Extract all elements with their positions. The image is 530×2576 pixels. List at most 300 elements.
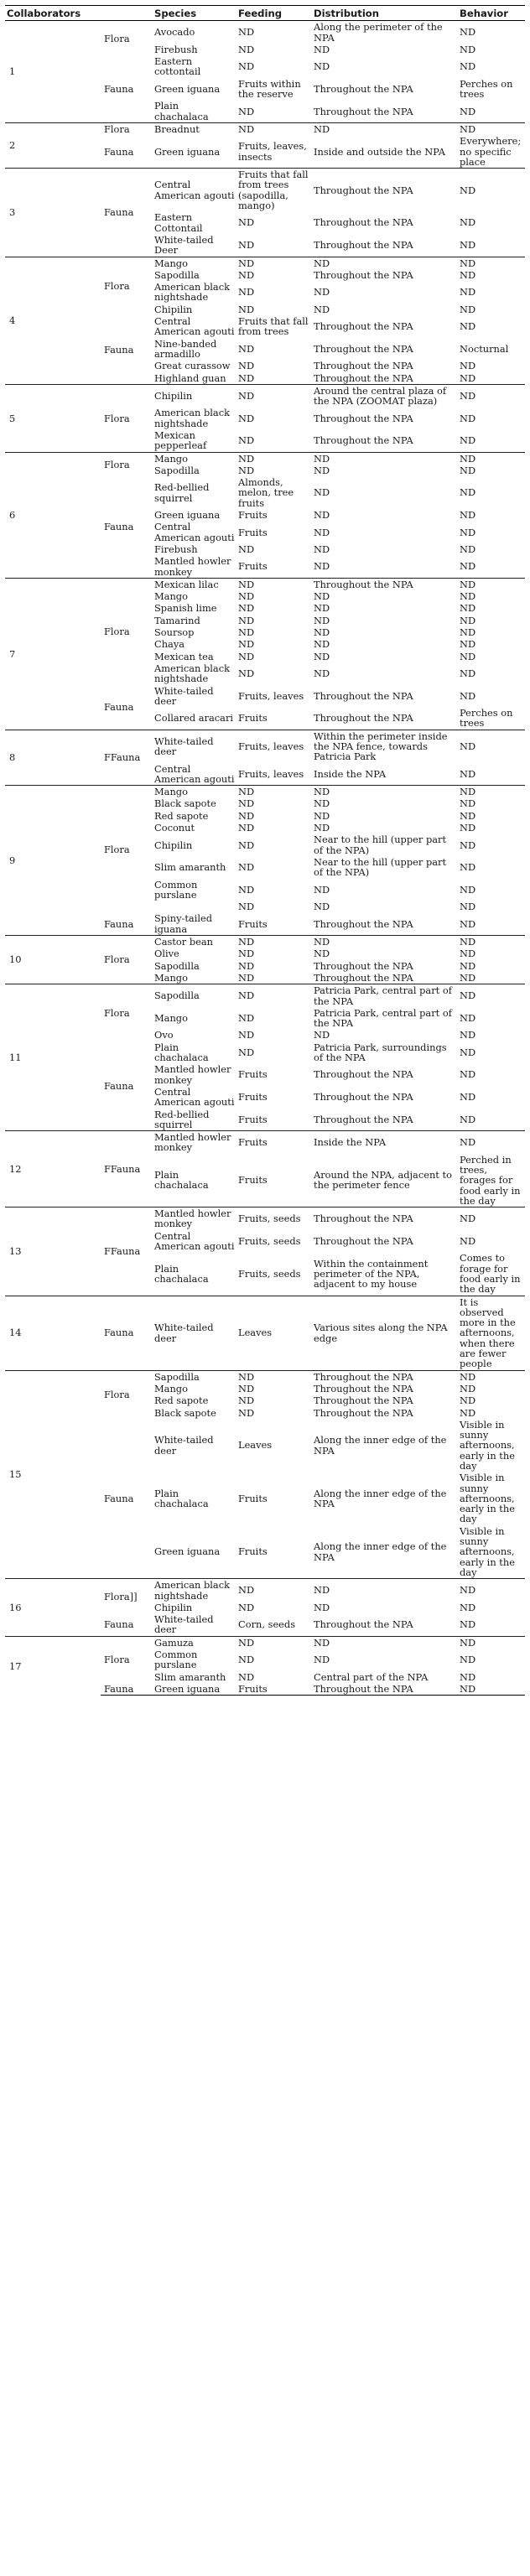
behavior-cell: ND [460,268,476,281]
distribution-cell: Central part of the NPA [314,1670,429,1683]
behavior-cell: ND [460,286,476,299]
distribution-cell: Throughout the NPA [314,82,413,95]
distribution-cell: Various sites along the NPA edge [312,1296,458,1370]
kingdom-label: Flora [101,984,153,1041]
distribution-cell: ND [312,936,458,948]
species-cell: Mantled howler monkey [153,1131,236,1154]
species-cell: Avocado [153,21,236,44]
collaborator-id: 6 [5,452,101,578]
feeding-cell: ND [238,667,255,680]
kingdom-label: Fauna [101,1683,153,1696]
species-cell: Plain chachalaca [154,1487,209,1510]
feeding-cell: ND [238,861,255,874]
table-row [5,1579,525,1602]
distribution-cell: ND [312,786,458,798]
feeding-cell: Fruits, leaves, insects [238,140,307,163]
distribution-cell: ND [314,303,330,315]
feeding-cell: Fruits [238,1113,268,1125]
feeding-cell: ND [238,822,255,834]
behavior-cell: ND [460,638,476,651]
distribution-cell: Throughout the NPA [314,412,413,424]
distribution-cell: ND [314,43,330,55]
behavior-cell: ND [458,257,525,269]
distribution-cell: Patricia Park, central part of the NPA [314,1006,452,1030]
kingdom-label: Fauna [104,1492,134,1504]
species-cell: Gamuza [153,1636,236,1649]
behavior-cell: Visible in sunny afternoons, early in the day [460,1418,515,1472]
behavior-cell: Everywhere; no specific place [460,135,522,168]
species-cell: Sapodilla [153,984,236,1007]
feeding-cell: ND [238,883,255,896]
behavior-cell: ND [460,320,476,333]
behavior-cell: ND [460,1601,476,1613]
table-row [5,1296,525,1370]
distribution-cell: ND [312,122,458,135]
species-cell: Ovo [154,1029,174,1041]
feeding-cell: Fruits, leaves [238,689,304,702]
distribution-cell: ND [314,509,330,522]
table-row [5,384,525,407]
species-cell: Mango [154,590,188,603]
table-row [5,1370,525,1383]
header-distribution: Distribution [312,6,458,21]
species-cell: Eastern Cottontail [154,211,203,234]
collaborator-id: 7 [5,578,101,730]
distribution-cell: Throughout the NPA [312,1370,458,1383]
species-cell: Mantled howler monkey [153,1208,236,1230]
feeding-cell: ND [238,971,255,984]
feeding-cell: Fruits, seeds [238,1234,301,1247]
header-species: Species [153,6,236,21]
distribution-cell: Throughout the NPA [314,917,413,930]
feeding-cell: ND [238,1601,255,1613]
behavior-cell: ND [460,602,476,615]
distribution-cell: Throughout the NPA [314,360,413,372]
behavior-cell: ND [460,1091,476,1104]
behavior-cell: ND [458,578,525,590]
behavior-cell: ND [458,384,525,407]
behavior-cell: Nocturnal [460,342,509,355]
feeding-cell: Fruits, leaves [238,767,304,780]
behavior-cell: ND [458,786,525,798]
feeding-cell: ND [236,21,312,44]
behavior-cell: ND [460,371,476,384]
feeding-cell: Fruits [238,1545,268,1558]
collaborator-id: 13 [5,1208,101,1296]
distribution-cell: ND [312,1579,458,1602]
species-cell: Firebush [154,543,198,555]
distribution-cell: Inside the NPA [312,1131,458,1154]
behavior-cell: ND [458,122,525,135]
distribution-cell: ND [314,1601,330,1613]
collaborator-id: 16 [5,1579,101,1636]
feeding-cell: Fruits [238,509,268,522]
behavior-cell: Perches on trees [460,77,513,101]
distribution-cell: Throughout the NPA [314,1406,413,1419]
species-cell: Mexican tea [154,650,214,662]
species-cell: Green iguana [154,509,221,522]
behavior-cell: Comes to forage for food early in the day [460,1252,521,1296]
distribution-cell: ND [314,526,330,538]
species-cell: Central American agouti [154,762,235,785]
species-cell: Green iguana [154,145,221,158]
feeding-cell: Fruits [238,1492,268,1504]
feeding-cell: ND [236,1636,312,1649]
behavior-cell: ND [460,901,476,913]
kingdom-label: Flora [101,578,153,684]
behavior-cell: ND [460,105,476,117]
kingdom-label: Fauna [101,169,153,257]
behavior-cell: ND [460,526,476,538]
feeding-cell: Fruits within the reserve [238,77,301,101]
behavior-cell: ND [460,767,476,780]
feeding-cell: ND [236,384,312,407]
species-cell: Mantled howler monkey [154,555,231,578]
feeding-cell: Fruits that fall from trees [238,315,309,338]
species-cell: Nine-banded armadillo [154,337,217,360]
species-cell: Breadnut [153,122,236,135]
feeding-cell: Leaves [236,1296,312,1370]
feeding-cell: ND [238,948,255,960]
behavior-cell: ND [460,797,476,810]
species-cell: Sapodilla [153,1370,236,1383]
behavior-cell: ND [460,1670,476,1683]
species-cell: Coconut [154,822,195,834]
feeding-cell: Fruits [238,1174,268,1187]
collaborator-id: 3 [5,169,101,257]
species-cell: Castor bean [153,936,236,948]
behavior-cell: ND [460,1029,476,1041]
distribution-cell: ND [314,543,330,555]
table-body [5,21,525,1696]
species-cell: Common purslane [154,1649,198,1671]
distribution-cell: ND [314,638,330,651]
behavior-cell: ND [460,412,476,424]
species-cell: Common purslane [154,878,198,901]
feeding-cell: Fruits [238,1068,268,1081]
species-cell: Mango [153,786,236,798]
distribution-cell: Along the inner edge of the NPA [314,1434,447,1457]
species-cell: Slim amaranth [154,1670,226,1683]
distribution-cell: ND [314,286,330,299]
distribution-cell: ND [314,883,330,896]
species-cell: Spiny-tailed iguana [154,912,213,935]
table-row [5,578,525,590]
behavior-cell: ND [460,822,476,834]
species-cell: Mango [154,1382,188,1394]
feeding-cell: ND [238,360,255,372]
species-cell: American black nightshade [154,281,230,304]
feeding-cell: ND [238,464,255,476]
species-cell: White-tailed deer [153,730,236,762]
collaborator-id: 12 [5,1131,101,1208]
feeding-cell: ND [238,839,255,851]
species-cell: White-tailed deer [154,1613,214,1636]
behavior-cell: ND [460,948,476,960]
distribution-cell: Throughout the NPA [314,1394,413,1407]
table-row [5,122,525,135]
feeding-cell: ND [236,578,312,590]
kingdom-label: Flora [101,21,153,55]
species-cell: Chipilin [154,839,193,851]
species-cell: Green iguana [153,1683,236,1696]
distribution-cell: Patricia Park, surroundings of the NPA [314,1041,447,1064]
table-row [5,1636,525,1649]
feeding-cell: Leaves [238,1439,273,1452]
feeding-cell: ND [238,60,255,73]
distribution-cell: ND [312,257,458,269]
behavior-cell: ND [460,1382,476,1394]
feeding-cell: ND [238,638,255,651]
species-cell: Mexican lilac [153,578,236,590]
feeding-cell: ND [236,452,312,465]
distribution-cell: Throughout the NPA [314,1234,413,1247]
feeding-cell: ND [236,1579,312,1602]
distribution-cell: Inside the NPA [314,767,387,780]
distribution-cell: Throughout the NPA [314,434,413,447]
species-cell: Black sapote [154,797,216,810]
distribution-cell: Throughout the NPA [314,1382,413,1394]
species-cell: Red sapote [154,809,209,822]
behavior-cell: ND [460,626,476,639]
species-cell: Chipilin [154,303,193,315]
kingdom-label: Flora]] [101,1579,153,1613]
collaborator-id: 4 [5,257,101,384]
behavior-cell: ND [460,839,476,851]
distribution-cell: ND [314,602,330,615]
distribution-cell: ND [314,809,330,822]
feeding-cell: ND [238,434,255,447]
behavior-cell: ND [460,650,476,662]
behavior-cell: ND [458,1636,525,1649]
behavior-cell: ND [460,560,476,573]
feeding-cell: ND [238,105,255,117]
distribution-cell: ND [314,822,330,834]
table-row [5,984,525,1007]
behavior-cell: ND [460,614,476,626]
species-cell: Central American agouti [154,521,235,543]
distribution-cell: ND [314,626,330,639]
kingdom-label: Fauna [104,145,134,158]
behavior-cell: ND [460,959,476,972]
behavior-cell: ND [460,1394,476,1407]
species-cell: Mantled howler monkey [154,1063,231,1086]
kingdom-label: Flora [101,1370,153,1419]
kingdom-label: Fauna [101,1296,153,1370]
behavior-cell: ND [458,452,525,465]
table-row [5,730,525,762]
distribution-cell: ND [314,614,330,626]
feeding-cell: ND [238,303,255,315]
kingdom-label: Fauna [104,700,134,713]
behavior-cell: It is observed more in the afternoons, when there are fewer people [458,1296,525,1370]
species-cell: Plain chachalaca [154,1169,209,1192]
species-cell: Mango [153,257,236,269]
species-cell: Central American agouti [154,1085,235,1109]
species-cell: Sapodilla [154,268,200,281]
feeding-cell: ND [238,1670,255,1683]
feeding-cell: ND [238,809,255,822]
table-row [5,1131,525,1154]
distribution-cell: Throughout the NPA [314,1618,413,1631]
behavior-cell: Visible in sunny afternoons, early in the day [460,1472,515,1525]
species-cell: Mango [154,971,188,984]
species-cell: Soursop [154,626,195,639]
behavior-cell: ND [458,1579,525,1602]
feeding-cell: ND [236,122,312,135]
species-cell: Chipilin [154,1601,193,1613]
behavior-cell: Visible in sunny afternoons, early in the day [460,1524,515,1578]
distribution-cell: Within the perimeter inside the NPA fence, towards Patricia Park [312,730,458,762]
header-collaborators: Collaborators [5,6,153,21]
behavior-cell: ND [460,1654,476,1666]
distribution-cell: Throughout the NPA [314,105,413,117]
feeding-cell: ND [238,268,255,281]
species-cell: White-tailed Deer [154,233,214,257]
species-cell: Great curassow [154,360,231,372]
collaborators-table [5,5,525,1696]
feeding-cell: ND [238,1011,255,1024]
table-row [5,786,525,798]
feeding-cell: ND [238,216,255,229]
species-cell: Central American agouti [154,315,235,338]
behavior-cell: ND [458,1683,525,1696]
collaborator-id: 2 [5,122,101,168]
behavior-cell: ND [460,917,476,930]
distribution-cell: ND [314,797,330,810]
species-cell: Plain chachalaca [154,1262,209,1285]
feeding-cell: ND [238,1654,255,1666]
species-cell: Sapodilla [154,959,200,972]
feeding-cell: ND [238,1394,255,1407]
feeding-cell: Almonds, melon, tree fruits [238,476,294,509]
behavior-cell: ND [460,689,476,702]
feeding-cell: ND [236,786,312,798]
distribution-cell: Throughout the NPA [312,578,458,590]
species-cell: White-tailed deer [154,1434,214,1457]
distribution-cell: ND [314,948,330,960]
feeding-cell: ND [238,1382,255,1394]
feeding-cell: ND [238,650,255,662]
behavior-cell: ND [458,730,525,762]
feeding-cell: Fruits [238,712,268,724]
feeding-cell: ND [236,936,312,948]
header-feeding: Feeding [236,6,312,21]
table-header-row [5,6,525,21]
distribution-cell: Throughout the NPA [314,268,413,281]
feeding-cell: Fruits [236,1131,312,1154]
species-cell: Tamarind [154,614,200,626]
behavior-cell: ND [460,1011,476,1024]
feeding-cell: Fruits, seeds [236,1208,312,1230]
species-cell: Red-bellied squirrel [154,1108,210,1130]
table-row [5,257,525,269]
kingdom-label: Fauna [104,1618,134,1631]
kingdom-label: FFauna [101,1131,153,1208]
distribution-cell: Around the NPA, adjacent to the perimeter fence [314,1169,452,1192]
distribution-cell: Along the inner edge of the NPA [314,1540,447,1563]
feeding-cell: ND [238,1046,255,1058]
distribution-cell: Throughout the NPA [314,320,413,333]
feeding-cell: ND [238,901,255,913]
distribution-cell: Throughout the NPA [314,239,413,252]
feeding-cell: ND [238,412,255,424]
distribution-cell: Throughout the NPA [312,1208,458,1230]
behavior-cell: ND [458,21,525,44]
feeding-cell: Fruits [238,1091,268,1104]
behavior-cell: ND [460,1234,476,1247]
feeding-cell: Fruits, seeds [238,1267,301,1280]
kingdom-label: Flora [101,122,153,135]
feeding-cell: ND [236,257,312,269]
distribution-cell: Throughout the NPA [314,371,413,384]
behavior-cell: ND [460,590,476,603]
species-cell: Central American agouti [154,1229,235,1253]
feeding-cell: ND [238,602,255,615]
behavior-cell: ND [460,43,476,55]
distribution-cell: ND [314,464,330,476]
distribution-cell: Within the containment perimeter of the NPA, adjacent to my house [314,1257,429,1291]
kingdom-label: Flora [101,1636,153,1683]
distribution-cell: ND [314,1029,330,1041]
kingdom-label: Flora [101,384,153,452]
behavior-cell: ND [460,861,476,874]
kingdom-label: Fauna [104,343,134,356]
kingdom-label: Flora [101,936,153,984]
collaborator-id: 5 [5,384,101,452]
species-cell: American black nightshade [154,407,230,429]
behavior-cell: ND [460,543,476,555]
behavior-cell: ND [460,216,476,229]
distribution-cell: Inside and outside the NPA [314,145,446,158]
kingdom-label: FFauna [101,730,153,785]
species-cell: Mango [153,452,236,465]
distribution-cell: Patricia Park, central part of the NPA [312,984,458,1007]
distribution-cell: ND [314,1654,330,1666]
species-cell: Chipilin [153,384,236,407]
behavior-cell: ND [458,169,525,212]
behavior-cell: ND [460,809,476,822]
collaborator-id: 14 [5,1296,101,1370]
species-cell: Chaya [154,638,185,651]
kingdom-label: Flora [101,257,153,315]
species-cell: Central American agouti [153,169,236,212]
collaborator-id: 11 [5,984,101,1131]
feeding-cell: Fruits [236,1683,312,1696]
species-cell: American black nightshade [154,662,230,685]
table-row [5,452,525,465]
feeding-cell: ND [238,43,255,55]
behavior-cell: ND [458,1370,525,1383]
kingdom-label: FFauna [101,1208,153,1296]
distribution-cell: ND [314,901,330,913]
species-cell: Mexican pepperleaf [154,428,207,452]
behavior-cell: ND [460,1406,476,1419]
feeding-cell: Fruits [238,560,268,573]
collaborator-id: 17 [5,1636,101,1695]
behavior-cell: ND [460,667,476,680]
behavior-cell: ND [458,1208,525,1230]
species-cell: Green iguana [154,82,221,95]
species-cell: American black nightshade [153,1579,236,1602]
distribution-cell: Around the central plaza of the NPA (ZOOMAT plaza) [312,384,458,407]
behavior-cell: ND [460,303,476,315]
species-cell: Plain chachalaca [154,100,209,122]
distribution-cell: ND [314,667,330,680]
distribution-cell: Throughout the NPA [312,169,458,212]
behavior-cell: ND [460,239,476,252]
behavior-cell: ND [460,486,476,499]
